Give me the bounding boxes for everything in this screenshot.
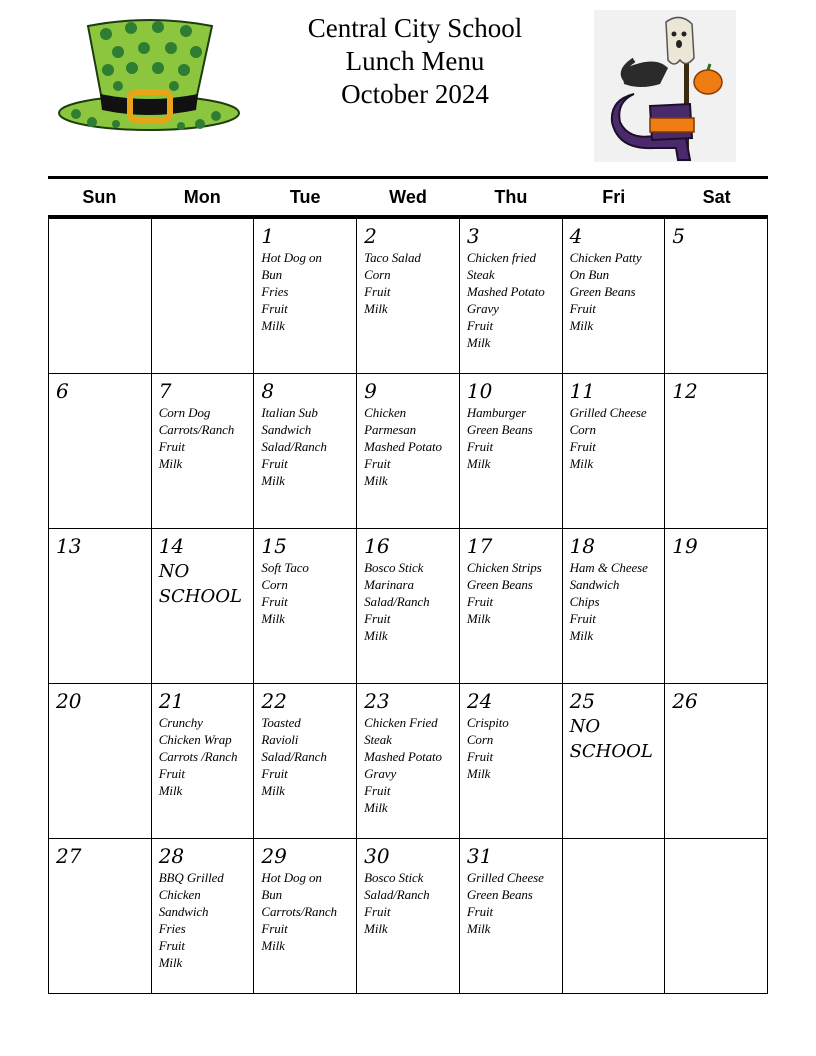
day-number: 4 — [569, 224, 583, 248]
menu-item: Grilled Cheese — [569, 405, 647, 420]
calendar-day-cell — [357, 529, 460, 684]
menu-item: Fruit — [466, 318, 494, 333]
menu-item: Fruit — [261, 594, 288, 609]
weekday-label: Tue — [289, 187, 321, 207]
calendar-day-cell — [665, 684, 768, 839]
calendar-day-cell — [357, 219, 460, 374]
menu-items — [467, 559, 562, 627]
no-school-note: NO SCHOOL — [158, 561, 242, 607]
day-number: 15 — [261, 534, 287, 558]
day-number: 14 — [158, 534, 185, 558]
menu-item: Fries — [158, 921, 186, 936]
day-number: 11 — [569, 379, 596, 403]
menu-item: Corn — [261, 577, 288, 592]
menu-item: Milk — [261, 473, 285, 488]
menu-item: Fruit — [364, 611, 391, 626]
menu-items — [467, 869, 562, 937]
day-number: 26 — [672, 689, 698, 713]
day-number: 24 — [466, 689, 493, 713]
weekday-label: Thu — [494, 187, 528, 207]
menu-item: Milk — [569, 628, 593, 643]
green-top-hat-icon — [56, 14, 242, 134]
day-number: 8 — [261, 379, 275, 403]
calendar-day-cell — [460, 374, 563, 529]
menu-item: Toasted — [261, 715, 301, 730]
witch-boot-icon — [594, 10, 736, 162]
menu-item: Chicken Patty — [569, 250, 642, 265]
menu-items — [364, 249, 459, 317]
menu-items — [570, 249, 665, 334]
menu-item: Italian Sub — [261, 405, 318, 420]
calendar-day-cell — [357, 684, 460, 839]
menu-item: Chips — [569, 594, 600, 609]
menu-item: Milk — [158, 955, 183, 970]
weekday-label: Wed — [389, 187, 427, 207]
menu-item: Corn — [466, 732, 494, 747]
calendar-day-cell — [152, 374, 255, 529]
calendar-day-cell — [563, 374, 666, 529]
calendar-grid — [48, 218, 768, 994]
weekday-label: Sun — [82, 187, 117, 207]
menu-item: BBQ Grilled — [158, 870, 224, 885]
menu-item: Fruit — [569, 611, 596, 626]
menu-item: Hamburger — [466, 405, 527, 420]
day-number: 16 — [364, 534, 390, 558]
menu-item: Chicken — [158, 887, 201, 902]
day-number: 12 — [672, 379, 698, 403]
calendar-day-cell — [665, 374, 768, 529]
menu-items — [261, 559, 356, 627]
menu-items — [364, 869, 459, 937]
calendar-day-cell — [49, 374, 152, 529]
menu-items — [261, 249, 356, 334]
menu-item: Milk — [466, 456, 491, 471]
menu-item: Fruit — [466, 594, 494, 609]
menu-item: Milk — [261, 318, 285, 333]
calendar-day-cell — [460, 839, 563, 994]
menu-item: Steak — [466, 267, 495, 282]
calendar-day-cell — [152, 839, 255, 994]
day-number: 13 — [56, 534, 82, 558]
calendar-day-cell — [152, 529, 255, 684]
calendar-day-cell — [254, 529, 357, 684]
menu-item: Hot Dog on — [261, 250, 322, 265]
day-number: 27 — [56, 844, 82, 868]
menu-item: Milk — [466, 335, 491, 350]
calendar-day-cell — [49, 839, 152, 994]
day-number: 6 — [56, 379, 69, 403]
weekday-label: Mon — [183, 187, 221, 207]
calendar-day-cell — [49, 219, 152, 374]
menu-item: Mashed Potato — [364, 749, 442, 764]
menu-item: Gravy — [466, 301, 499, 316]
day-number: 23 — [364, 689, 390, 713]
menu-item: Fruit — [158, 766, 185, 781]
calendar-day-cell — [563, 529, 666, 684]
menu-item: Milk — [364, 301, 388, 316]
day-number: 5 — [672, 224, 686, 248]
day-number: 7 — [158, 379, 172, 403]
day-number: 30 — [364, 844, 390, 868]
school-name: Central City School — [307, 13, 523, 43]
day-number: 10 — [466, 379, 493, 403]
day-number: 9 — [364, 379, 377, 403]
calendar-day-cell — [357, 839, 460, 994]
menu-item: Steak — [364, 732, 392, 747]
menu-item: Fruit — [261, 921, 288, 936]
menu-item: Carrots/Ranch — [261, 904, 337, 919]
menu-item: Fruit — [466, 749, 494, 764]
calendar-day-cell — [254, 374, 357, 529]
menu-item: Fruit — [261, 301, 288, 316]
day-number: 28 — [158, 844, 185, 868]
day-number: 21 — [158, 689, 185, 713]
menu-items — [261, 869, 356, 954]
weekday-label: Sat — [702, 187, 731, 207]
menu-items — [364, 559, 459, 644]
menu-item: Salad/Ranch — [261, 439, 327, 454]
menu-item: Fruit — [364, 456, 391, 471]
menu-item: Hot Dog on — [261, 870, 322, 885]
menu-item: Mashed Potato — [466, 284, 545, 299]
menu-items — [364, 404, 459, 489]
menu-item: Milk — [466, 611, 491, 626]
menu-item: Sandwich — [158, 904, 209, 919]
menu-item: Ham & Cheese — [569, 560, 648, 575]
menu-item: Chicken — [364, 405, 407, 420]
menu-item: Milk — [158, 783, 183, 798]
menu-item: Sandwich — [569, 577, 620, 592]
day-number: 20 — [56, 689, 82, 713]
menu-item: Fries — [261, 284, 289, 299]
weekday-header — [48, 179, 768, 215]
menu-item: Marinara — [364, 577, 414, 592]
calendar-day-cell — [254, 839, 357, 994]
menu-item: Milk — [364, 921, 388, 936]
menu-item: Corn Dog — [158, 405, 211, 420]
calendar-day-cell — [460, 529, 563, 684]
menu-item: Grilled Cheese — [466, 870, 544, 885]
calendar-day-cell — [254, 684, 357, 839]
menu-item: Bosco Stick — [364, 870, 424, 885]
menu-item: Fruit — [364, 783, 391, 798]
menu-item: Mashed Potato — [364, 439, 442, 454]
menu-item: Green Beans — [466, 887, 533, 902]
menu-item: Milk — [261, 938, 285, 953]
menu-item: Bun — [261, 887, 283, 902]
menu-item: Fruit — [364, 284, 391, 299]
menu-item: Gravy — [364, 766, 397, 781]
calendar-day-cell — [665, 839, 768, 994]
menu-item: Milk — [466, 921, 491, 936]
menu-item: Fruit — [466, 439, 494, 454]
menu-item: Fruit — [364, 904, 391, 919]
menu-item: Chicken Strips — [466, 560, 542, 575]
menu-items — [570, 404, 665, 472]
menu-item: Crunchy — [158, 715, 203, 730]
menu-item: Sandwich — [261, 422, 312, 437]
menu-item: Milk — [364, 628, 388, 643]
day-number: 1 — [261, 224, 275, 248]
menu-item: Bun — [261, 267, 283, 282]
day-number: 19 — [672, 534, 698, 558]
calendar-day-cell — [665, 219, 768, 374]
calendar-day-cell — [152, 684, 255, 839]
menu-items — [159, 714, 254, 799]
menu-item: Fruit — [158, 938, 185, 953]
menu-items — [467, 714, 562, 782]
menu-item: Milk — [364, 473, 388, 488]
day-number: 25 — [569, 689, 596, 713]
calendar-day-cell — [460, 219, 563, 374]
menu-item: Fruit — [569, 301, 596, 316]
day-number: 18 — [569, 534, 596, 558]
menu-item: Green Beans — [569, 284, 636, 299]
day-number: 29 — [261, 844, 287, 868]
menu-item: Chicken Wrap — [158, 732, 232, 747]
menu-item: Green Beans — [466, 422, 533, 437]
menu-item: Fruit — [261, 766, 288, 781]
calendar-day-cell — [357, 374, 460, 529]
day-number: 3 — [466, 224, 480, 248]
calendar-day-cell — [563, 839, 666, 994]
no-school-note: NO SCHOOL — [569, 716, 653, 762]
calendar-day-cell — [665, 529, 768, 684]
calendar-day-cell — [49, 684, 152, 839]
page-title — [265, 12, 565, 111]
menu-item: Corn — [569, 422, 596, 437]
day-number: 31 — [466, 844, 493, 868]
menu-item: Salad/Ranch — [364, 594, 430, 609]
calendar-day-cell — [460, 684, 563, 839]
menu-items — [261, 714, 356, 799]
menu-item: Milk — [261, 783, 285, 798]
calendar-day-cell — [152, 219, 255, 374]
menu-item: Green Beans — [466, 577, 533, 592]
menu-items — [467, 249, 562, 351]
menu-item: Corn — [364, 267, 391, 282]
menu-item: Milk — [261, 611, 285, 626]
menu-items — [261, 404, 356, 489]
menu-item: Carrots/Ranch — [158, 422, 235, 437]
menu-item: Salad/Ranch — [364, 887, 430, 902]
day-number: 2 — [364, 224, 377, 248]
month-title: October 2024 — [341, 79, 489, 109]
menu-items — [159, 869, 254, 971]
day-number: 17 — [466, 534, 493, 558]
menu-item: Bosco Stick — [364, 560, 424, 575]
menu-item: Chicken fried — [466, 250, 536, 265]
menu-item: Carrots /Ranch — [158, 749, 238, 764]
menu-item: Milk — [569, 318, 593, 333]
calendar-day-cell — [563, 219, 666, 374]
menu-item: On Bun — [569, 267, 610, 282]
menu-item: Salad/Ranch — [261, 749, 327, 764]
menu-item: Milk — [466, 766, 491, 781]
menu-item: Fruit — [466, 904, 494, 919]
menu-item: Chicken Fried — [364, 715, 438, 730]
menu-item: Milk — [569, 456, 593, 471]
menu-item: Milk — [364, 800, 388, 815]
menu-item: Ravioli — [261, 732, 299, 747]
menu-item: Parmesan — [364, 422, 417, 437]
menu-item: Fruit — [158, 439, 185, 454]
menu-items — [159, 404, 254, 472]
menu-items — [570, 559, 665, 644]
calendar-day-cell — [563, 684, 666, 839]
day-number: 22 — [261, 689, 287, 713]
menu-title: Lunch Menu — [345, 46, 485, 76]
menu-item: Soft Taco — [261, 560, 309, 575]
menu-items — [467, 404, 562, 472]
menu-item: Fruit — [261, 456, 288, 471]
menu-items — [364, 714, 459, 816]
calendar-day-cell — [254, 219, 357, 374]
menu-item: Crispito — [466, 715, 509, 730]
menu-item: Fruit — [569, 439, 596, 454]
weekday-label: Fri — [602, 187, 626, 207]
menu-item: Taco Salad — [364, 250, 421, 265]
calendar-day-cell — [49, 529, 152, 684]
menu-item: Milk — [158, 456, 183, 471]
